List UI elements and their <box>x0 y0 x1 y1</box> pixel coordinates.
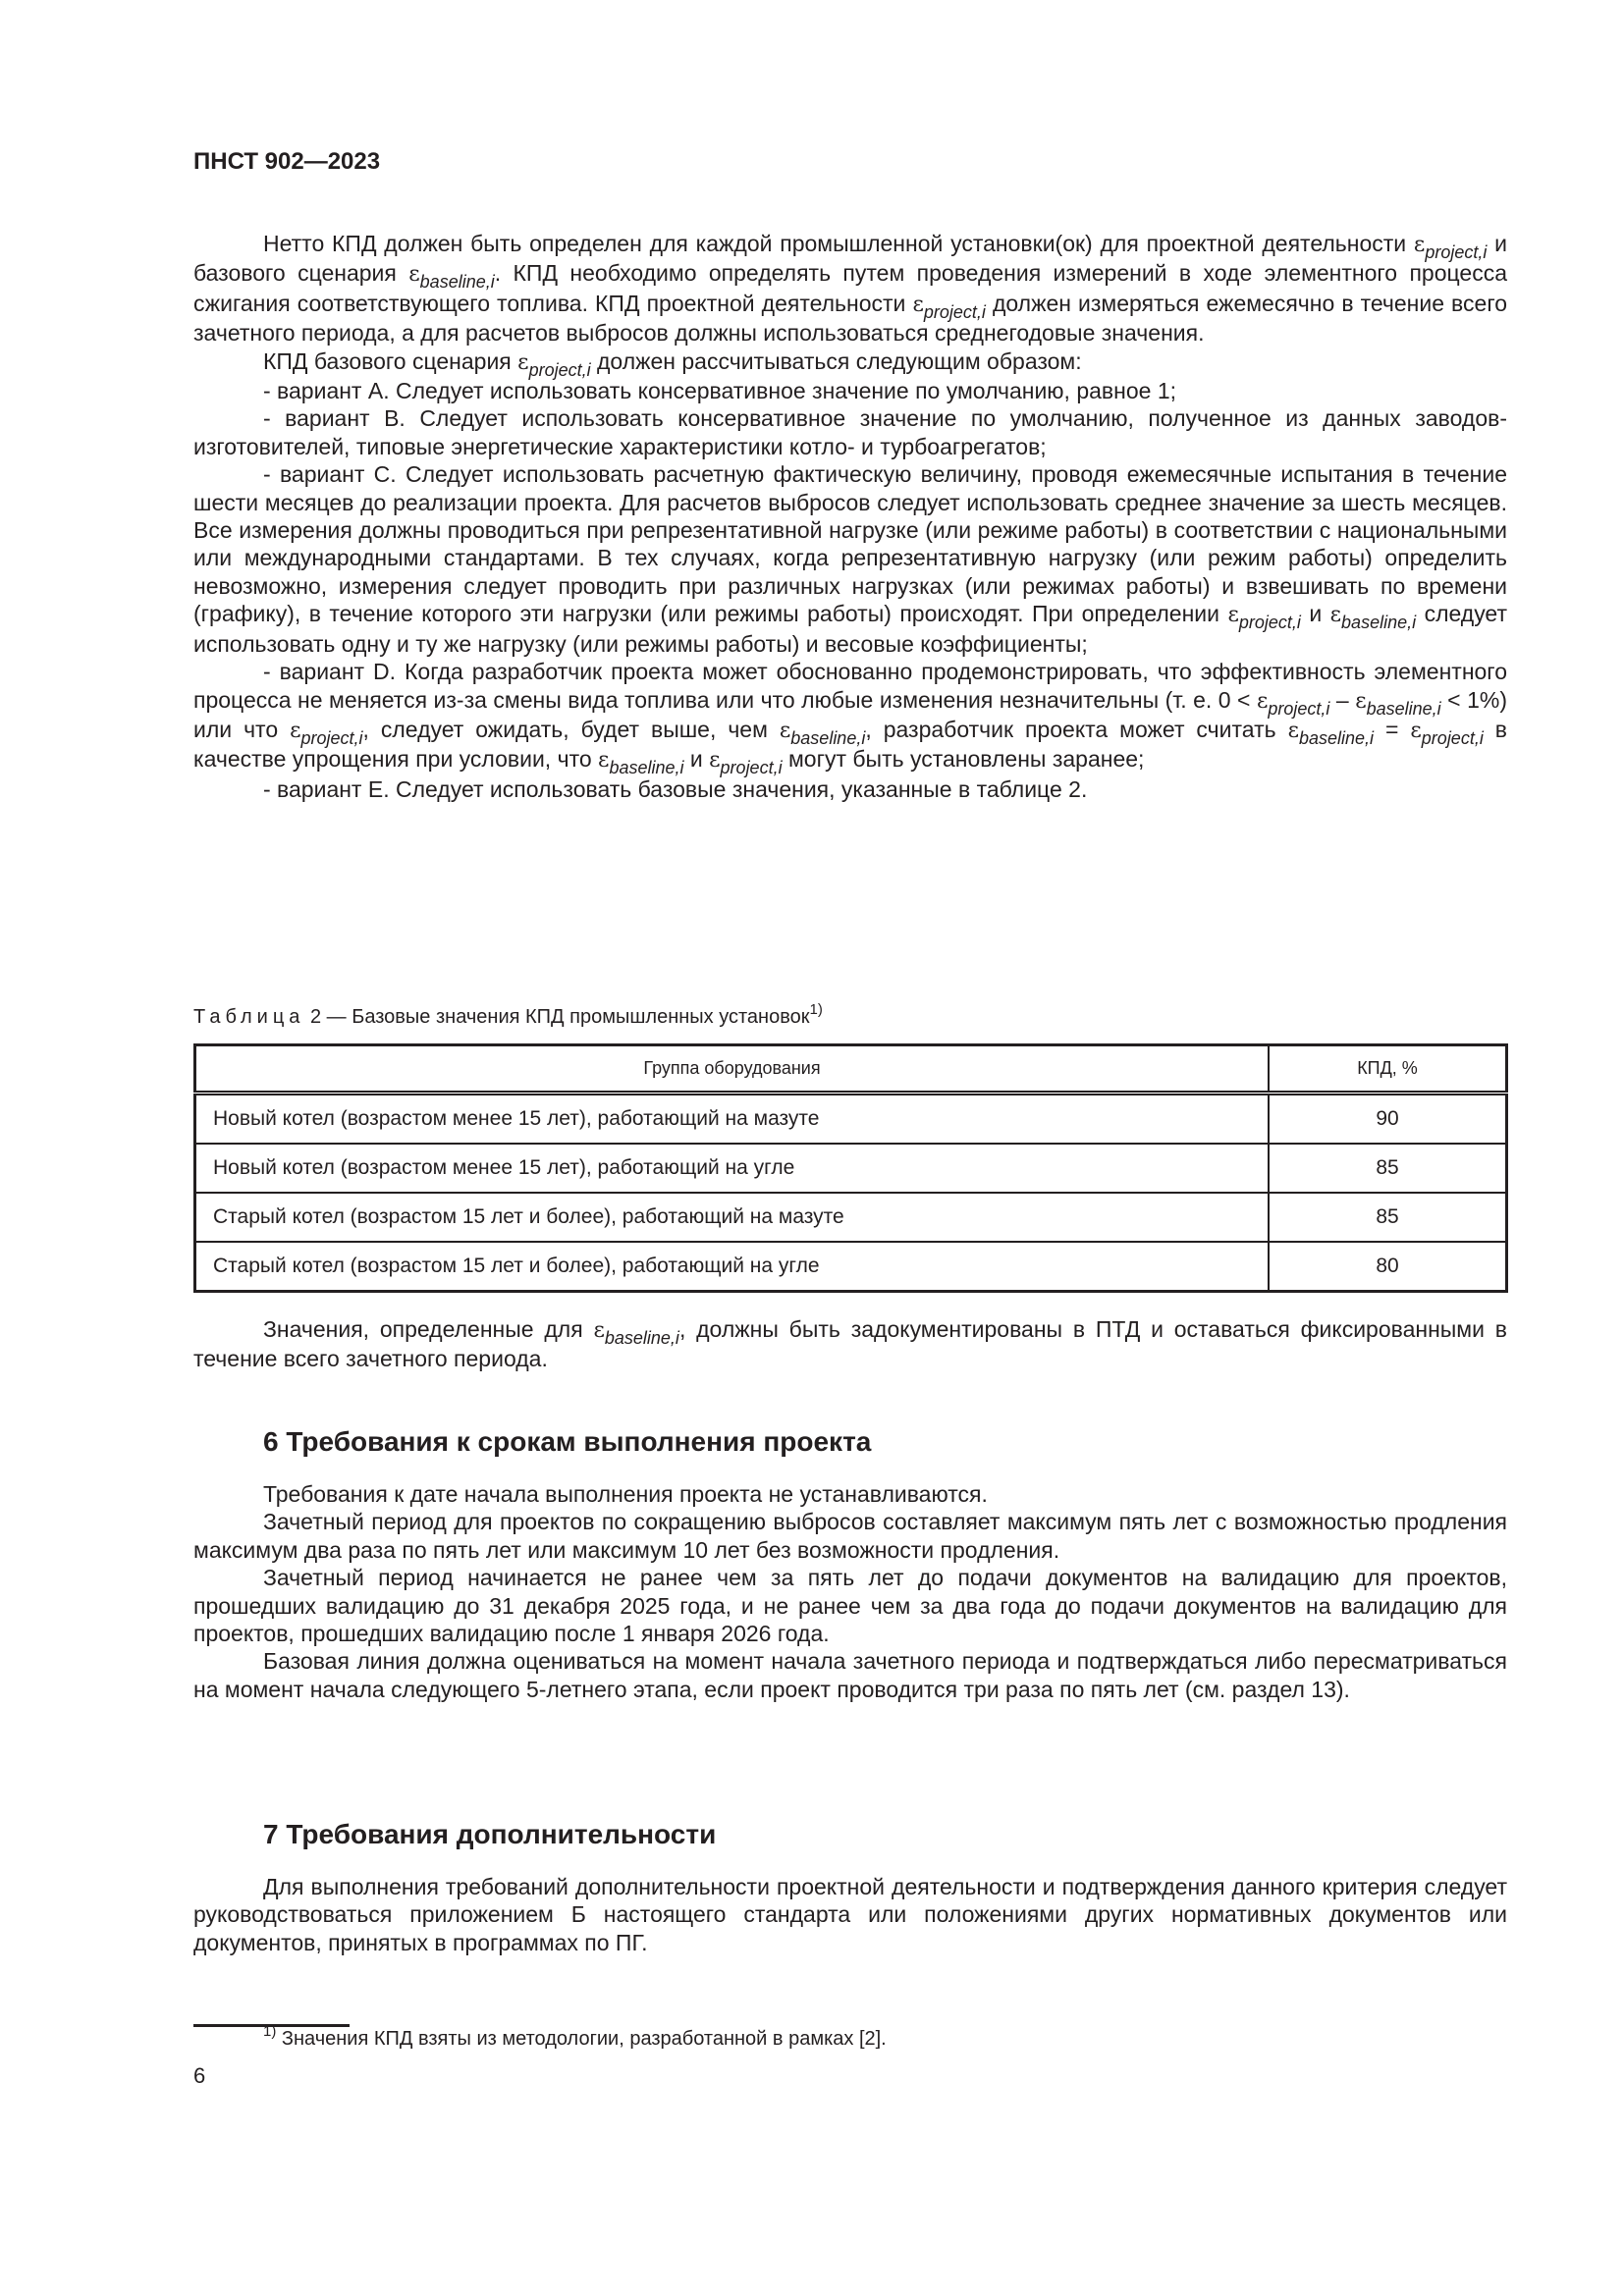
subscript-baseline: baseline,i <box>1298 727 1375 748</box>
column-header-efficiency: КПД, % <box>1269 1045 1507 1094</box>
list-item-variant-c: - вариант С. Следует использовать расчетную фактическую величину, проводя ежемесячные испытания в течение шести месяцев до реализации проекта. Для расчетов выбросов следует использовать среднее значение за шесть месяцев. Все измерения должны проводиться при репрезентативной нагрузке (или режиме работы) в соответствии с национальными или международными стандартами. В тех случаях, когда репрезентативную нагрузку (или режим работы) определить невозможно, измерения следует проводить при различных нагрузках (или режимах работы) и взвешивать по времени (графику), в течение которого эти нагрузки (или режимы работы) происходят. При определении $\varepsilon_{project,i}$ и $\varepsilon_{baseline,i}$ следует использовать одну и ту же нагрузку (или режимы работы) и весовые коэффициенты; <box>193 461 1507 657</box>
epsilon-symbol: ε <box>1256 688 1269 714</box>
cell-equipment-group: Новый котел (возрастом менее 15 лет), работающий на угле <box>195 1144 1270 1193</box>
footnote <box>263 2023 887 2052</box>
epsilon-symbol: ε <box>1410 718 1422 743</box>
cell-equipment-group: Старый котел (возрастом 15 лет и более), работающий на угле <box>195 1242 1270 1292</box>
subscript-project: project,i <box>1421 727 1484 748</box>
document-id: ПНСТ 902—2023 <box>193 148 381 175</box>
cell-equipment-group: Новый котел (возрастом менее 15 лет), работающий на мазуте <box>195 1094 1270 1145</box>
epsilon-symbol: ε <box>1329 603 1342 628</box>
cell-efficiency: 80 <box>1269 1242 1507 1292</box>
subscript-project: project,i <box>923 301 986 322</box>
epsilon-symbol: ε <box>709 748 721 774</box>
paragraph-net-efficiency: Нетто КПД должен быть определен для каждой промышленной установки(ок) для проектной деятельности $\varepsilon_{project,i}$ и базового сценария $\varepsilon_{baseline,i}$. КПД необходимо определять путем проведения измерений в ходе элементного процесса сжигания соответствующего топлива. КПД проектной деятельности $\varepsilon_{project,i}$ должен измеряться ежемесячно в течение всего зачетного периода, а для расчетов выбросов должны использоваться среднегодовые значения. <box>193 231 1508 347</box>
table-caption-text: 2 — Базовые значения КПД промышленных установок <box>304 1006 810 1028</box>
paragraph: Базовая линия должна оцениваться на момент начала зачетного периода и подтверждаться либо пересматриваться на момент начала следующего 5-летнего этапа, если проект проводится три раза по пять лет (см. раздел 13). <box>193 1648 1507 1702</box>
subscript-project: project,i <box>720 758 783 778</box>
epsilon-symbol: ε <box>1355 688 1367 714</box>
subscript-baseline: baseline,i <box>1341 613 1417 633</box>
list-item-variant-b: - вариант В. Следует использовать консервативное значение по умолчанию, полученное из данных заводов-изготовителей, типовые энергетические характеристики котло- и турбоагрегатов; <box>193 405 1507 459</box>
epsilon-symbol: ε <box>1413 233 1426 257</box>
footnote-mark: 1) <box>263 2023 277 2040</box>
table-row <box>195 1242 1507 1292</box>
table-header-row <box>195 1045 1507 1094</box>
epsilon-symbol: ε <box>779 718 791 743</box>
cell-efficiency: 85 <box>1269 1144 1507 1193</box>
epsilon-symbol: ε <box>290 718 301 743</box>
list-item-variant-e: - вариант Е. Следует использовать базовые значения, указанные в таблице 2. <box>263 775 1088 802</box>
table-caption <box>193 1001 1507 1030</box>
subscript-project: project,i <box>1425 242 1488 262</box>
subscript-project: project,i <box>300 727 363 748</box>
table-row <box>195 1094 1507 1145</box>
epsilon-symbol: ε <box>598 748 610 774</box>
column-header-equipment-group: Группа оборудования <box>195 1045 1270 1094</box>
subscript-baseline: baseline,i <box>790 727 866 748</box>
after-table-note <box>193 1315 1507 1373</box>
list-item-variant-a: - вариант А. Следует использовать консервативное значение по умолчанию, равное 1; <box>263 378 1176 404</box>
cell-efficiency: 90 <box>1269 1094 1507 1145</box>
table-row <box>195 1144 1507 1193</box>
table-caption-label: Таблица <box>193 1006 305 1028</box>
efficiency-table <box>193 1043 1508 1293</box>
footnote-reference[interactable]: 1) <box>809 1001 823 1018</box>
epsilon-symbol: ε <box>517 349 529 375</box>
section-6-body <box>193 1480 1507 1703</box>
section-7-body <box>193 1873 1507 1956</box>
subscript-baseline: baseline,i <box>609 758 684 778</box>
paragraph: Требования к дате начала выполнения проекта не устанавливаются. <box>263 1481 988 1507</box>
epsilon-symbol: ε <box>1287 718 1299 743</box>
section-7-heading: 7 Требования дополнительности <box>263 1819 717 1849</box>
subscript-baseline: baseline,i <box>604 1328 679 1348</box>
section-6-heading: 6 Требования к срокам выполнения проекта <box>263 1426 872 1457</box>
list-item-variant-d: - вариант D. Когда разработчик проекта может обоснованно продемонстрировать, что эффективность элементного процесса не меняется из-за смены вида топлива или что любые изменения незначительны (т. е. $0 < \varepsilon_{project,i} - \varepsilon_{baseline,i} < 1\%$) или что $\varepsilon_{project,i}$, следует ожидать, будет выше, чем $\varepsilon_{baseline,i}$, разработчик проекта может считать $\varepsilon_{baseline,i} = \varepsilon_{project,i}$ в качестве упрощения при условии, что $\varepsilon_{baseline,i}$ и $\varepsilon_{project,i}$ могут быть установлены заранее; <box>193 659 1508 778</box>
subscript-baseline: baseline,i <box>419 272 495 293</box>
epsilon-symbol: ε <box>912 292 924 317</box>
subscript-project: project,i <box>1268 698 1330 719</box>
epsilon-symbol: ε <box>1227 603 1239 628</box>
cell-equipment-group: Старый котел (возрастом 15 лет и более), работающий на мазуте <box>195 1193 1270 1242</box>
paragraph: Зачетный период для проектов по сокращению выбросов составляет максимум пять лет с возможностью продления максимум два раза по пять лет или максимум 10 лет без возможности продления. <box>193 1509 1507 1563</box>
subscript-baseline: baseline,i <box>1366 698 1441 719</box>
table-row <box>195 1193 1507 1242</box>
page-number: 6 <box>193 2063 206 2088</box>
footnote-text: Значения КПД взяты из методологии, разработанной в рамках [2]. <box>276 2028 887 2050</box>
paragraph: Зачетный период начинается не ранее чем за пять лет до подачи документов на валидацию для проектов, прошедших валидацию до 31 декабря 2025 года, и не ранее чем за два года до подачи документов на валидацию для проектов, прошедших валидацию после 1 января 2026 года. <box>193 1565 1507 1647</box>
paragraph: Для выполнения требований дополнительности проектной деятельности и подтверждения данного критерия следует руководствоваться приложением Б настоящего стандарта или положениями других нормативных документов или документов, принятых в программах по ПГ. <box>193 1874 1507 1955</box>
cell-efficiency: 85 <box>1269 1193 1507 1242</box>
epsilon-symbol: ε <box>593 1318 605 1343</box>
epsilon-symbol: ε <box>408 262 420 288</box>
subscript-project: project,i <box>1238 613 1301 633</box>
section-5-body <box>193 230 1507 803</box>
paragraph-baseline-documented: Значения, определенные для $\varepsilon_{baseline,i}$, должны быть задокументированы в ПТД и оставаться фиксированными в течение всего зачетного периода. <box>193 1316 1507 1372</box>
subscript-project: project,i <box>528 359 591 380</box>
paragraph-baseline-efficiency: КПД базового сценария $\varepsilon_{project,i}$ должен рассчитываться следующим образом: <box>263 347 1082 380</box>
